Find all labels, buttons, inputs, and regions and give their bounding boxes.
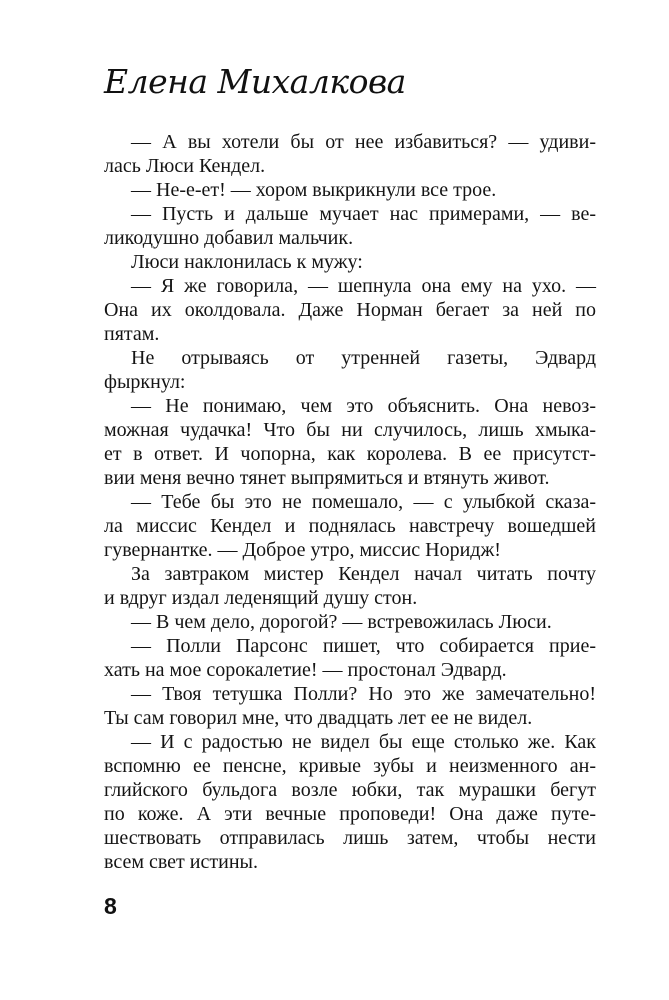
text-line: лась Люси Кендел. xyxy=(104,155,266,177)
text-line: — А вы хотели бы от нее избавиться? — удиви- xyxy=(131,131,596,153)
text-line: — В чем дело, дорогой? — встревожилась Люси. xyxy=(131,611,552,633)
text-line: и вдруг издал леденящий душу стон. xyxy=(104,587,418,609)
page-number: 8 xyxy=(104,893,117,919)
text-line: — И с радостью не видел бы еще столько же. Как xyxy=(131,731,596,753)
text-line: ликодушно добавил мальчик. xyxy=(104,227,354,249)
text-line: ет в ответ. И чопорна, как королева. В ее присутст- xyxy=(104,443,596,465)
text-line: глийского бульдога возле юбки, так мурашки бегут xyxy=(104,779,596,801)
text-line: вспомню ее пенсне, кривые зубы и неизменного ан- xyxy=(104,755,596,777)
text-line: гувернантке. — Доброе утро, миссис Норидж! xyxy=(104,539,501,561)
text-line: по коже. А эти вечные проповеди! Она даже путе- xyxy=(104,803,596,825)
text-line: — Не-е-ет! — хором выкрикнули все трое. xyxy=(131,179,497,201)
text-line: Не отрываясь от утренней газеты, Эдвард xyxy=(131,347,596,369)
text-line: Она их околдовала. Даже Норман бегает за ней по xyxy=(104,299,596,321)
body-text xyxy=(104,130,596,874)
text-line: — Пусть и дальше мучает нас примерами, — ве- xyxy=(131,203,596,225)
text-line: — Тебе бы это не помешало, — с улыбкой сказа- xyxy=(131,491,596,513)
text-line: пятам. xyxy=(104,323,160,345)
text-line: За завтраком мистер Кендел начал читать почту xyxy=(131,563,596,585)
text-line: хать на мое сорокалетие! — простонал Эдвард. xyxy=(104,659,507,681)
text-line: можная чудачка! Что бы ни случилось, лишь хмыка- xyxy=(104,419,596,441)
running-head-author: Елена Михалкова xyxy=(104,62,406,101)
text-line: шествовать отправилась лишь затем, чтобы нести xyxy=(104,827,596,849)
text-line: ла миссис Кендел и поднялась навстречу вошедшей xyxy=(104,515,596,537)
text-line: Люси наклонилась к мужу: xyxy=(131,251,363,273)
text-line: — Полли Парсонс пишет, что собирается прие- xyxy=(131,635,596,657)
text-line: вии меня вечно тянет выпрямиться и втянуть живот. xyxy=(104,467,550,489)
text-line: — Я же говорила, — шепнула она ему на ухо. — xyxy=(131,275,596,297)
text-line: всем свет истины. xyxy=(104,851,258,873)
text-line: — Твоя тетушка Полли? Но это же замечательно! xyxy=(131,683,596,705)
text-line: — Не понимаю, чем это объяснить. Она невоз- xyxy=(131,395,596,417)
text-line: Ты сам говорил мне, что двадцать лет ее не видел. xyxy=(104,707,533,729)
text-line: фыркнул: xyxy=(104,371,186,393)
